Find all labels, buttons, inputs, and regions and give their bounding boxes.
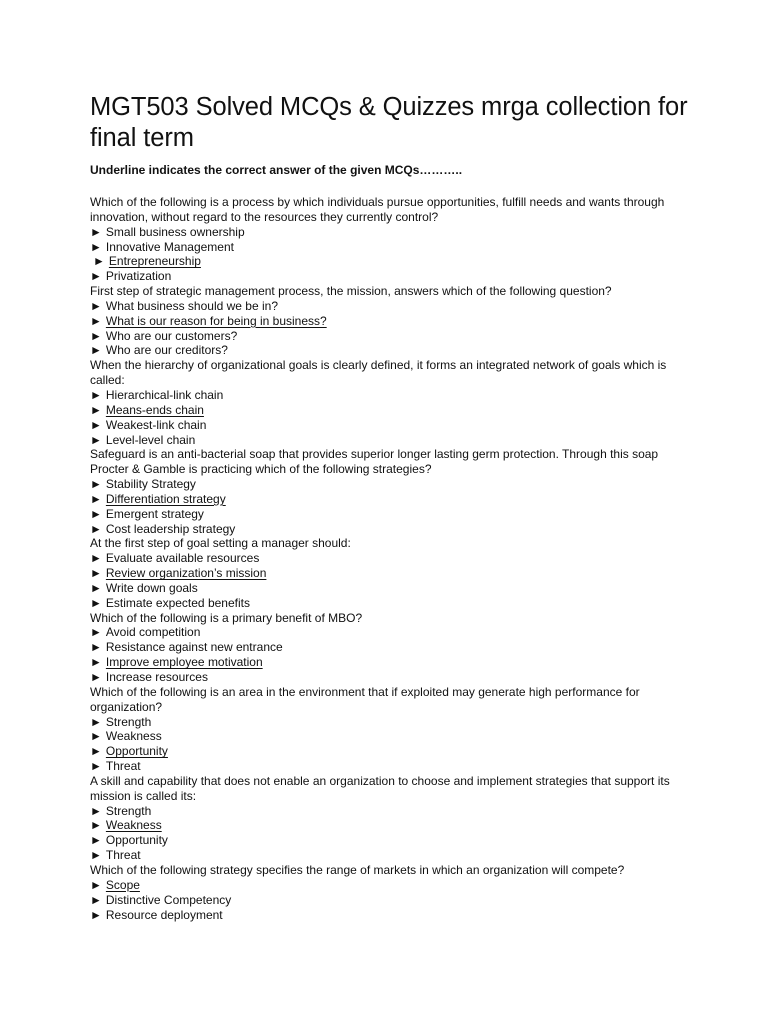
option-line xyxy=(90,715,151,729)
pointer-arrow-icon: ► xyxy=(90,877,102,892)
option-text: Estimate expected benefits xyxy=(105,595,250,610)
option-line xyxy=(90,477,196,491)
correct-answer-option xyxy=(90,744,690,759)
option-line xyxy=(90,759,141,773)
option-line xyxy=(90,670,208,684)
option-line xyxy=(90,744,168,758)
answer-option xyxy=(90,848,690,863)
answer-option xyxy=(90,225,690,240)
pointer-arrow-icon: ► xyxy=(90,521,102,536)
option-text: Weakness xyxy=(105,818,162,833)
correct-answer-option xyxy=(90,492,690,507)
pointer-arrow-icon: ► xyxy=(90,477,102,492)
option-text: Improve employee motivation xyxy=(105,655,263,670)
answer-option xyxy=(90,343,690,358)
option-line xyxy=(90,729,162,743)
option-line xyxy=(90,566,266,580)
pointer-arrow-icon: ► xyxy=(90,239,102,254)
question-text: Safeguard is an anti-bacterial soap that provides superior longer lasting germ protection. Through this soap Procter & Gamble is practicing which of the following strategies? xyxy=(90,447,659,477)
pointer-arrow-icon: ► xyxy=(90,714,102,729)
answer-option xyxy=(90,269,690,284)
pointer-arrow-icon: ► xyxy=(90,313,102,328)
question-text: A skill and capability that does not enable an organization to choose and implement strategies that support its mission is called its: xyxy=(90,773,670,803)
option-text: Small business ownership xyxy=(105,224,245,239)
correct-answer-option xyxy=(90,314,690,329)
pointer-arrow-icon: ► xyxy=(90,402,102,417)
answer-option xyxy=(90,329,690,344)
answer-option xyxy=(90,388,690,403)
option-text: Stability Strategy xyxy=(105,477,196,492)
option-line xyxy=(90,640,283,654)
pointer-arrow-icon: ► xyxy=(90,907,102,922)
option-line xyxy=(90,492,226,506)
pointer-arrow-icon: ► xyxy=(90,625,102,640)
option-line xyxy=(90,403,204,417)
option-text: Means-ends chain xyxy=(105,402,204,417)
option-text: Evaluate available resources xyxy=(105,551,260,566)
correct-answer-option xyxy=(90,878,690,893)
correct-answer-option xyxy=(90,655,690,670)
answer-option xyxy=(90,522,690,537)
option-text: Strength xyxy=(105,714,152,729)
option-line xyxy=(90,269,171,283)
answer-option xyxy=(90,908,690,923)
option-text: Increase resources xyxy=(105,670,208,684)
answer-option xyxy=(90,729,690,744)
answer-option xyxy=(90,299,690,314)
option-line xyxy=(90,299,278,313)
pointer-arrow-icon: ► xyxy=(90,848,102,863)
answer-option xyxy=(90,507,690,522)
option-line xyxy=(90,240,234,254)
answer-option xyxy=(90,759,690,774)
option-line xyxy=(90,314,327,328)
option-text: Distinctive Competency xyxy=(105,892,232,907)
option-line xyxy=(90,878,140,892)
option-line xyxy=(90,507,204,521)
option-text: Threat xyxy=(105,848,141,863)
option-line xyxy=(90,343,228,357)
pointer-arrow-icon: ► xyxy=(93,254,105,269)
option-line xyxy=(90,804,151,818)
option-line xyxy=(90,596,250,610)
answer-option xyxy=(90,625,690,640)
option-text: Emergent strategy xyxy=(105,506,204,521)
option-text: Avoid competition xyxy=(105,625,201,640)
option-line xyxy=(90,418,206,432)
correct-answer-option xyxy=(90,566,690,581)
pointer-arrow-icon: ► xyxy=(90,566,102,581)
pointer-arrow-icon: ► xyxy=(90,298,102,313)
instruction-note: Underline indicates the correct answer of the given MCQs……….. xyxy=(90,163,463,177)
pointer-arrow-icon: ► xyxy=(90,432,102,447)
option-line xyxy=(90,655,263,669)
answer-option xyxy=(90,804,690,819)
answer-option xyxy=(90,433,690,448)
option-text: What is our reason for being in business? xyxy=(105,313,327,328)
pointer-arrow-icon: ► xyxy=(90,417,102,432)
option-text: Innovative Management xyxy=(105,239,234,254)
pointer-arrow-icon: ► xyxy=(90,328,102,343)
question-text: Which of the following is a primary benefit of MBO? xyxy=(90,610,363,625)
option-text: Resistance against new entrance xyxy=(105,640,283,655)
correct-answer-option xyxy=(90,254,690,269)
pointer-arrow-icon: ► xyxy=(90,670,102,684)
option-line xyxy=(90,908,223,922)
answer-option xyxy=(90,240,690,255)
pointer-arrow-icon: ► xyxy=(90,729,102,744)
question-text: First step of strategic management process, the mission, answers which of the following question? xyxy=(90,284,612,299)
option-line xyxy=(90,225,245,239)
question-text: Which of the following strategy specifies the range of markets in which an organization will compete? xyxy=(90,862,625,877)
pointer-arrow-icon: ► xyxy=(90,818,102,833)
option-line xyxy=(90,388,223,402)
correct-answer-option xyxy=(90,818,690,833)
option-text: Weakest-link chain xyxy=(105,417,207,432)
answer-option xyxy=(90,893,690,908)
option-text: Opportunity xyxy=(105,744,168,759)
option-line xyxy=(90,581,198,595)
pointer-arrow-icon: ► xyxy=(90,269,102,284)
pointer-arrow-icon: ► xyxy=(90,803,102,818)
pointer-arrow-icon: ► xyxy=(90,655,102,670)
option-line xyxy=(90,833,168,847)
option-text: Differentiation strategy xyxy=(105,491,226,506)
pointer-arrow-icon: ► xyxy=(90,833,102,848)
option-text: Threat xyxy=(105,759,141,774)
option-text: Scope xyxy=(105,877,140,892)
pointer-arrow-icon: ► xyxy=(90,491,102,506)
option-text: Strength xyxy=(105,803,152,818)
answer-option xyxy=(90,670,690,685)
question-text: Which of the following is an area in the environment that if exploited may generate high performance for organization? xyxy=(90,684,640,714)
option-line xyxy=(90,551,259,565)
answer-option xyxy=(90,418,690,433)
answer-option xyxy=(90,640,690,655)
option-line xyxy=(90,329,237,343)
option-line xyxy=(90,848,141,862)
option-line xyxy=(90,625,200,639)
answer-option xyxy=(90,715,690,730)
option-text: Weakness xyxy=(105,729,162,744)
option-line xyxy=(90,522,235,536)
option-text: Privatization xyxy=(105,269,172,284)
option-text: Opportunity xyxy=(105,833,168,848)
answer-option xyxy=(90,596,690,611)
option-text: Who are our customers? xyxy=(105,328,238,343)
question-text: When the hierarchy of organizational goals is clearly defined, it forms an integrated network of goals which is called: xyxy=(90,358,667,388)
pointer-arrow-icon: ► xyxy=(90,343,102,358)
pointer-arrow-icon: ► xyxy=(90,640,102,655)
question-text: At the first step of goal setting a manager should: xyxy=(90,536,351,551)
option-text: Cost leadership strategy xyxy=(105,521,236,536)
option-text: Write down goals xyxy=(105,580,198,595)
option-line xyxy=(90,893,231,907)
option-text: Entrepreneurship xyxy=(108,254,201,269)
answer-option xyxy=(90,581,690,596)
document-page xyxy=(90,92,690,922)
mcq-list xyxy=(90,195,690,922)
option-text: Hierarchical-link chain xyxy=(105,387,224,402)
pointer-arrow-icon: ► xyxy=(90,759,102,774)
pointer-arrow-icon: ► xyxy=(90,595,102,610)
option-text: Level-level chain xyxy=(105,432,196,447)
answer-option xyxy=(90,477,690,492)
question-text: Which of the following is a process by which individuals pursue opportunities, fulfill needs and wants through innovation, without regard to the resources they currently control? xyxy=(90,195,665,224)
option-text: Who are our creditors? xyxy=(105,343,228,358)
option-text: Resource deployment xyxy=(105,907,223,922)
pointer-arrow-icon: ► xyxy=(90,744,102,759)
pointer-arrow-icon: ► xyxy=(90,224,102,239)
pointer-arrow-icon: ► xyxy=(90,892,102,907)
correct-answer-option xyxy=(90,403,690,418)
option-line xyxy=(90,818,162,832)
pointer-arrow-icon: ► xyxy=(90,387,102,402)
option-line xyxy=(90,433,195,447)
answer-option xyxy=(90,833,690,848)
option-text: Review organization’s mission xyxy=(105,566,267,581)
page-title: MGT503 Solved MCQs & Quizzes mrga collection for final term xyxy=(90,93,688,152)
option-text: What business should we be in? xyxy=(105,298,278,313)
pointer-arrow-icon: ► xyxy=(90,551,102,566)
pointer-arrow-icon: ► xyxy=(90,580,102,595)
answer-option xyxy=(90,551,690,566)
option-line xyxy=(93,254,201,268)
pointer-arrow-icon: ► xyxy=(90,506,102,521)
